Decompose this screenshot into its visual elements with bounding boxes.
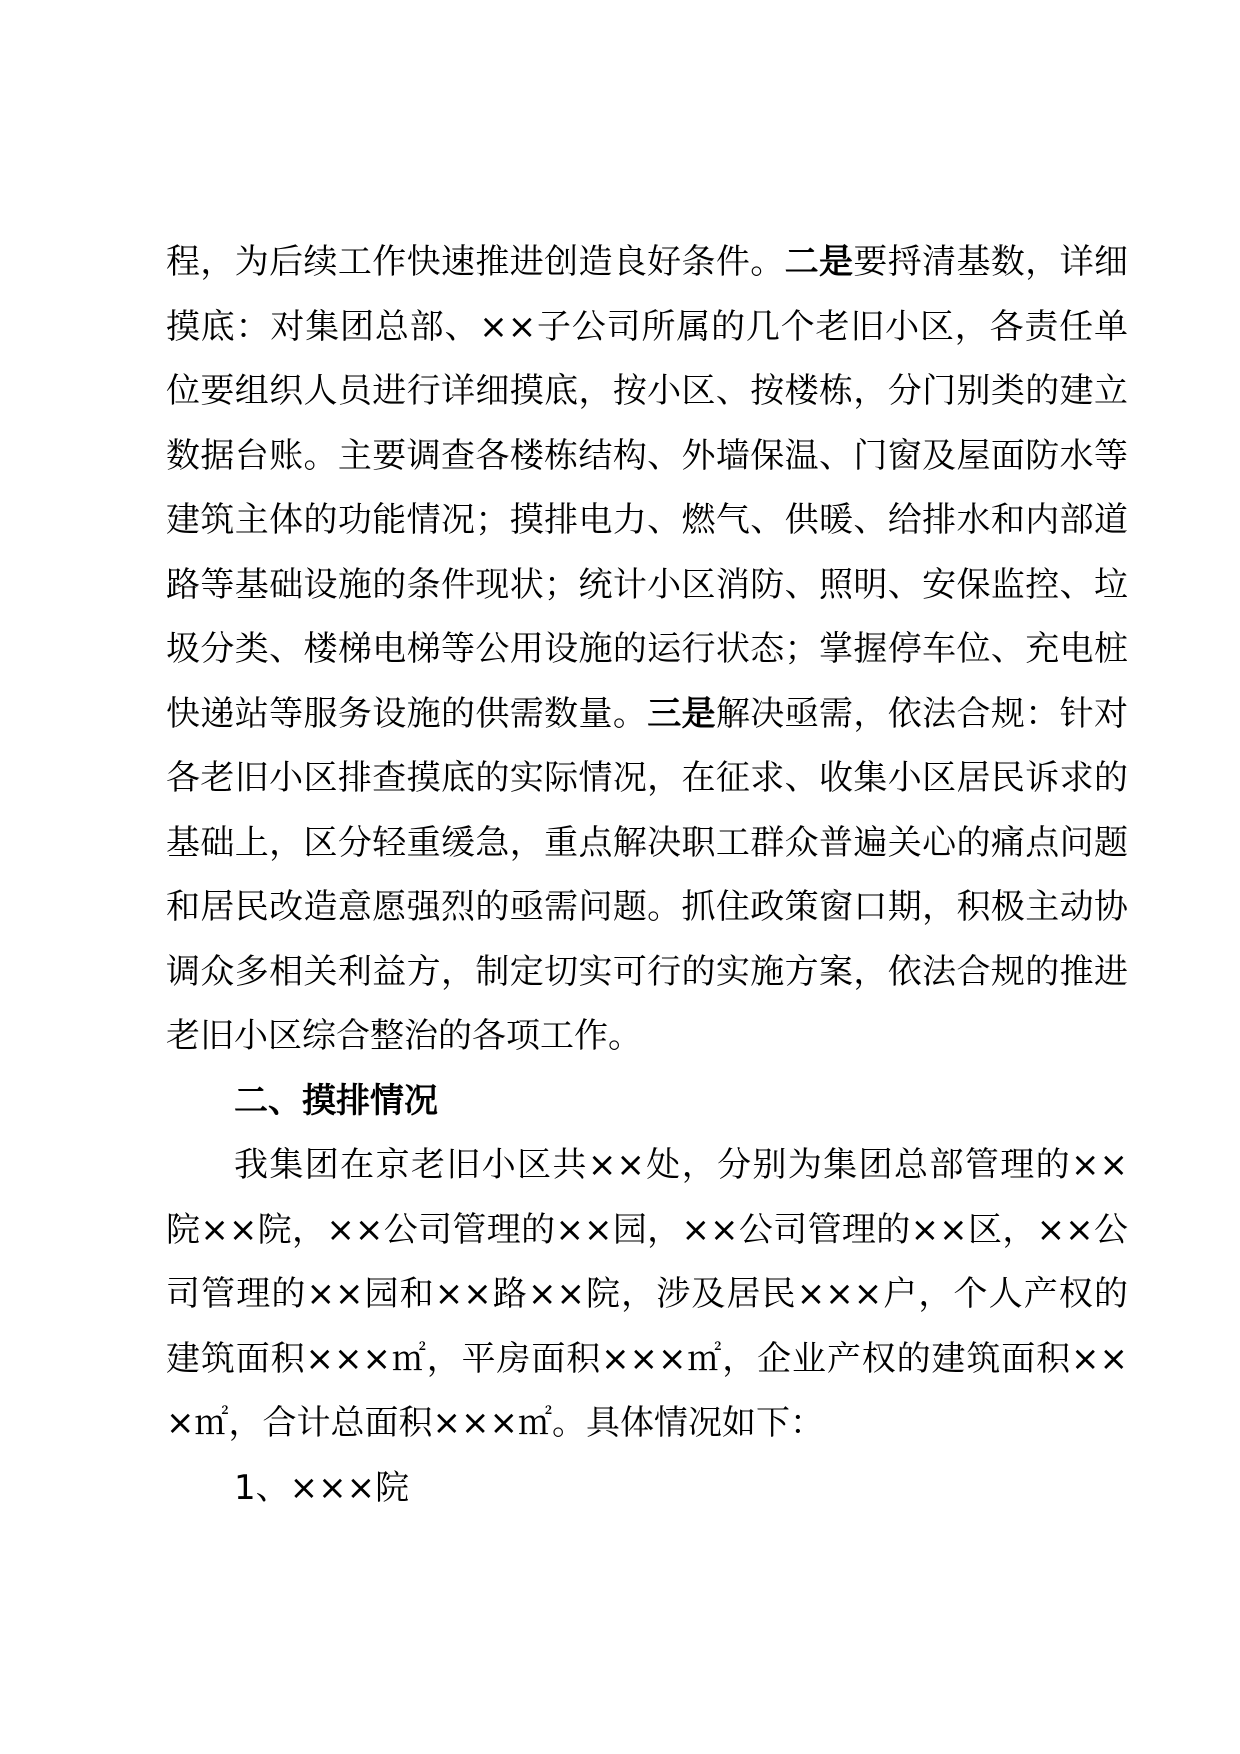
paragraph-text-segment: 解决亟需，依法合规：针对各老旧小区排查摸底的实际情况，在征求、收集小区居民诉求的基础上，区分轻重缓急，重点解决职工群众普遍关心的痛点问题和居民改造意愿强烈的亟需问题。抓住政策窗口期，积极主动协调众多相关利益方，制定切实可行的实施方案，依法合规的推进老旧小区综合整治的各项工作。 bbox=[166, 693, 1129, 1056]
paragraph-text-segment: 要捋清基数，详细摸底：对集团总部、××子公司所属的几个老旧小区，各责任单位要组织人员进行详细摸底，按小区、按楼栋，分门别类的建立数据台账。主要调查各楼栋结构、外墙保温、门窗及屋面防水等建筑主体的功能情况；摸排电力、燃气、供暖、给排水和内部道路等基础设施的条件现状；统计小区消防、照明、安保监控、垃圾分类、楼梯电梯等公用设施的运行状态；掌握停车位、充电桩快递站等服务设施的供需数量。 bbox=[166, 242, 1129, 734]
section-heading: 二、摸排情况 bbox=[234, 1080, 438, 1121]
emphasis-third-point: 三是 bbox=[647, 693, 716, 734]
paragraph-text-segment: 程，为后续工作快速推进创造良好条件。 bbox=[166, 242, 785, 282]
emphasis-second-point: 二是 bbox=[784, 242, 854, 282]
body-paragraph-survey: 我集团在京老旧小区共××处，分别为集团总部管理的××院××院，××公司管理的××园，××公司管理的××区，××公司管理的××园和××路××院，涉及居民×××户，个人产权的建筑面积×××㎡，平房面积×××㎡，企业产权的建筑面积×××㎡，合计总面积×××㎡。具体情况如下： bbox=[166, 1145, 1128, 1443]
body-paragraph-continuation bbox=[166, 230, 1128, 1069]
list-item-heading: 1、×××院 bbox=[234, 1467, 410, 1508]
document-page bbox=[166, 230, 1128, 1520]
